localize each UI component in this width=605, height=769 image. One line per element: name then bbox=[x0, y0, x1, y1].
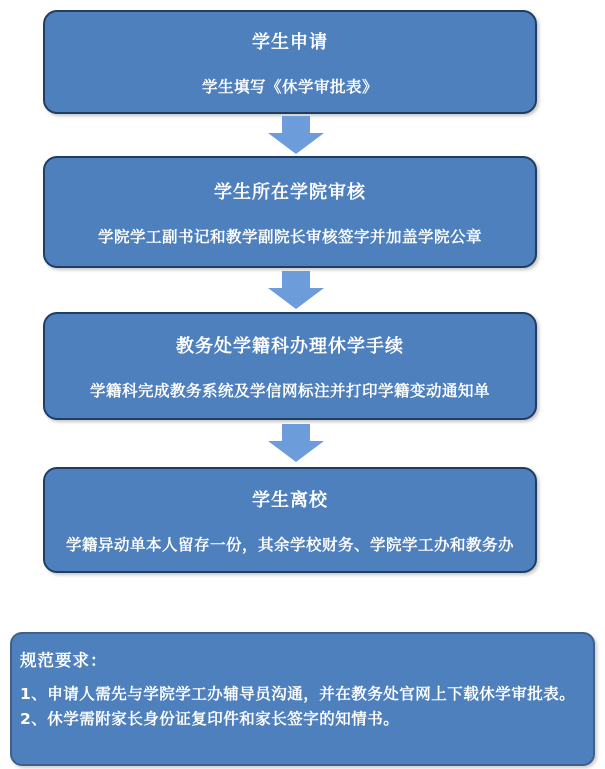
step-title: 教务处学籍科办理休学手续 bbox=[176, 335, 404, 357]
requirements-notes-box bbox=[10, 632, 595, 766]
step-detail: 学籍科完成教务系统及学信网标注并打印学籍变动通知单 bbox=[89, 381, 490, 400]
down-arrow-icon bbox=[268, 116, 324, 154]
flow-step-college-review bbox=[43, 156, 537, 268]
step-detail: 学籍异动单本人留存一份，其余学校财务、学院学工办和教务办 bbox=[65, 535, 514, 554]
down-arrow-icon bbox=[268, 424, 324, 462]
notes-title: 规范要求： bbox=[20, 651, 108, 670]
down-arrow-icon bbox=[268, 271, 324, 309]
step-title: 学生离校 bbox=[252, 489, 328, 511]
flow-step-student-application bbox=[43, 10, 537, 114]
flow-step-student-leave bbox=[43, 467, 537, 573]
notes-item: 1、申请人需先与学院学工办辅导员沟通，并在教务处官网上下载休学审批表。 bbox=[20, 685, 576, 703]
step-detail: 学生填写《休学审批表》 bbox=[201, 77, 378, 96]
notes-item: 2、休学需附家长身份证复印件和家长签字的知情书。 bbox=[20, 710, 400, 728]
flow-step-registrar-procedure bbox=[43, 312, 537, 420]
step-detail: 学院学工副书记和教学副院长审核签字并加盖学院公章 bbox=[97, 227, 482, 246]
step-title: 学生申请 bbox=[252, 31, 328, 53]
step-title: 学生所在学院审核 bbox=[214, 181, 366, 203]
